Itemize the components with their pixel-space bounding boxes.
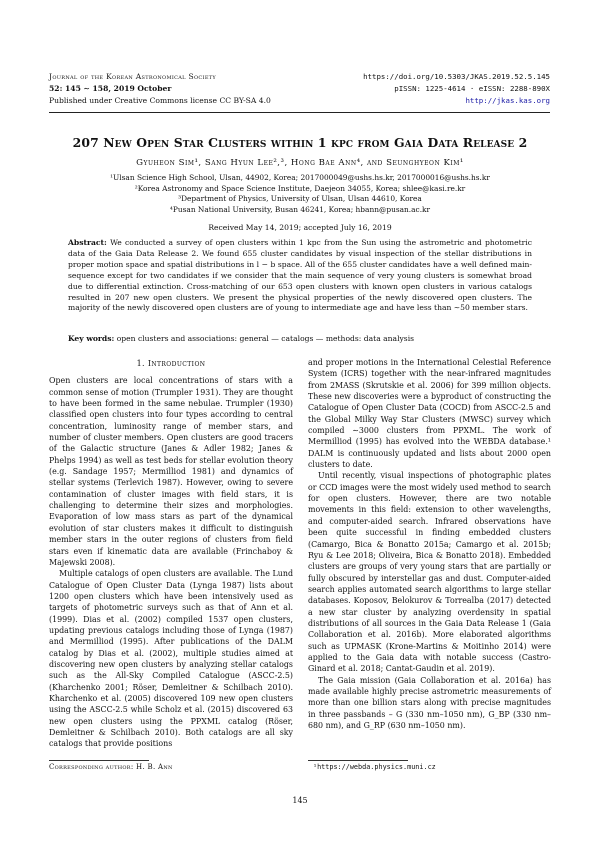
affiliations (0, 173, 600, 216)
journal-name: Journal of the Korean Astronomical Society (49, 72, 217, 81)
corresponding-author: Corresponding author: H. B. Ann (49, 763, 173, 771)
volume-line: 52: 145 ∼ 158, 2019 October (49, 84, 172, 93)
corresponding-author-rule (49, 760, 149, 761)
affiliation-4: ⁴Pusan National University, Busan 46241, Korea; hbann@pusan.ac.kr (169, 205, 431, 215)
page-number: 145 (292, 796, 308, 805)
footnote-rule (308, 760, 408, 761)
affiliation-3: ³Department of Physics, University of Ulsan, Ulsan 44610, Korea (178, 194, 422, 204)
author-list: Gyuheon Sim¹, Sang Hyun Lee²,³, Hong Bae Ann⁴, and Seunghyeon Kim¹ (136, 158, 464, 168)
paragraph-2: Multiple catalogs of open clusters are available. The Lund Catalogue of Open Cluster Data (Lynga 1987) lists about 1200 open clusters which have been intensively used as targets of photometric surveys such as that of Ann et al. (1999). Dias et al. (2002) compiled 1537 open clusters, updating previous catalogs including those of Lynga (1987) and Mermilliod (1995). After publications of the DALM catalog by Dias et al. (2002), multiple studies aimed at discovering new open clusters by analyzing stellar catalogs such as the All-Sky Compiled Catalogue (ASCC-2.5) (Kharchenko 2001; Röser, Demleitner & Schilbach 2010). Kharchenko et al. (2005) discovered 109 new open clusters using the ASCC-2.5 while Scholz et al. (2015) discovered 63 new open clusters using the PPXML catalog (Röser, Demleitner & Schilbach 2010). Both catalogs are all sky catalogs that provide positions (49, 569, 293, 749)
journal-url-link[interactable]: http://jkas.kas.org (465, 96, 550, 105)
affiliation-2: ²Korea Astronomy and Space Science Institute, Daejeon 34055, Korea; shlee@kasi.re.kr (134, 183, 466, 193)
keywords-text: open clusters and associations: general — catalogs — methods: data analysis (116, 334, 415, 343)
abstract-text: We conducted a survey of open clusters within 1 kpc from the Sun using the astrometric and photometric data of the Gaia Data Release 2. We found 655 cluster candidates by visual inspection of the stellar distributions in proper motion space and spatial distributions in l − b space. All of the 655 cluster candidates have a well defined main-sequence except for two candidates if we consider that the main sequence of very young clusters is somewhat broad due to differential extinction. Cross-matching of our 653 open clusters with known open clusters in various catalogs resulted in 207 new open clusters. We present the physical properties of the newly discovered open clusters. The majority of the newly discovered open clusters are of young to intermediate age and have less than ∼50 member stars. (68, 238, 532, 313)
paragraph-4: Until recently, visual inspections of photographic plates or CCD images were the most widely used method to search for open clusters. However, there are two notable movements in this field: extension to other wavelengths, and computer-aided search. Infrared observations have been quite successful in finding embedded clusters (Camargo, Bica & Bonatto 2015a; Camargo et al. 2015b; Ryu & Lee 2018; Oliveira, Bica & Bonatto 2018). Embedded clusters are groups of very young stars that are partially or fully obscured by interstellar gas and dust. Computer-aided search applies automated search algorithms to large stellar databases. Koposov, Belokurov & Torrealba (2017) detected a new star cluster by analyzing overdensity in spatial distributions of all sources in the Gaia Data Release 1 (Gaia Collaboration et al. 2016b). More elaborated algorithms such as UPMASK (Krone-Martins & Moitinho 2014) were applied to the Gaia data with notable success (Castro-Ginard et al. 2018; Cantat-Gaudin et al. 2019). (308, 471, 551, 674)
abstract (68, 238, 532, 314)
right-column (308, 357, 551, 731)
paragraph-3: and proper motions in the International Celestial Reference System (ICRS) together with the near-infrared magnitudes from 2MASS (Skrutskie et al. 2006) for 399 million objects. These new discoveries were a byproduct of constructing the Catalogue of Open Cluster Data (COCD) from ASCC-2.5 and the Global Milky Way Star Clusters (MWSC) survey which compiled ∼3000 clusters from PPXML. The work of Mermilliod (1995) has evolved into the WEBDA database.¹ DALM is continuously updated and lists about 2000 open clusters to date. (308, 358, 551, 470)
issn-line: pISSN: 1225-4614 · eISSN: 2288-890X (394, 84, 550, 93)
header-divider (49, 112, 550, 113)
keywords-label: Key words: (68, 334, 115, 343)
paragraph-5: The Gaia mission (Gaia Collaboration et al. 2016a) has made available highly precise astrometric measurements of more than one billion stars along with precise magnitudes in three passbands – G (330 nm–1050 nm), G_BP (330 nm–680 nm), and G_RP (630 nm–1050 nm). (308, 675, 551, 730)
left-column (49, 352, 293, 750)
paper-title: 207 New Open Star Clusters within 1 kpc from Gaia Data Release 2 (72, 135, 528, 150)
doi-header (363, 71, 550, 107)
keywords (68, 334, 532, 345)
received-dates: Received May 14, 2019; accepted July 16, 2019 (208, 223, 392, 232)
doi-link[interactable]: https://doi.org/10.5303/JKAS.2019.52.5.145 (363, 72, 550, 81)
abstract-label: Abstract: (68, 238, 107, 247)
section-heading-introduction: 1. Introduction (136, 359, 206, 368)
journal-header (49, 71, 271, 107)
paragraph-1: Open clusters are local concentrations of stars with a common sense of motion (Trumpler 1931). They are thought to have been formed in the same nebulae. Trumpler (1930) classified open clusters into four types according to central concentration, luminosity range of member stars, and number of cluster members. Open clusters are good tracers of the Galactic structure (Janes & Adler 1982; Janes & Phelps 1994) as well as test beds for stellar evolution theory (e.g. Sandage 1957; Mermilliod 1981) and dynamics of stellar systems (Terlevich 1987). However, owing to severe contamination of cluster images with field stars, it is challenging to determine their sizes and morphologies. Evaporation of low mass stars as part of the dynamical evolution of star clusters makes it difficult to distinguish member stars in the outer regions of clusters from field stars even if kinematic data are available (Frinchaboy & Majewski 2008). (49, 376, 293, 567)
affiliation-1: ¹Ulsan Science High School, Ulsan, 44902, Korea; 2017000049@ushs.hs.kr, 2017000016@ushs.hs.kr (110, 173, 490, 182)
footnote-url[interactable]: ¹https://webda.physics.muni.cz (313, 763, 436, 771)
license-line: Published under Creative Commons license CC BY-SA 4.0 (49, 96, 271, 105)
